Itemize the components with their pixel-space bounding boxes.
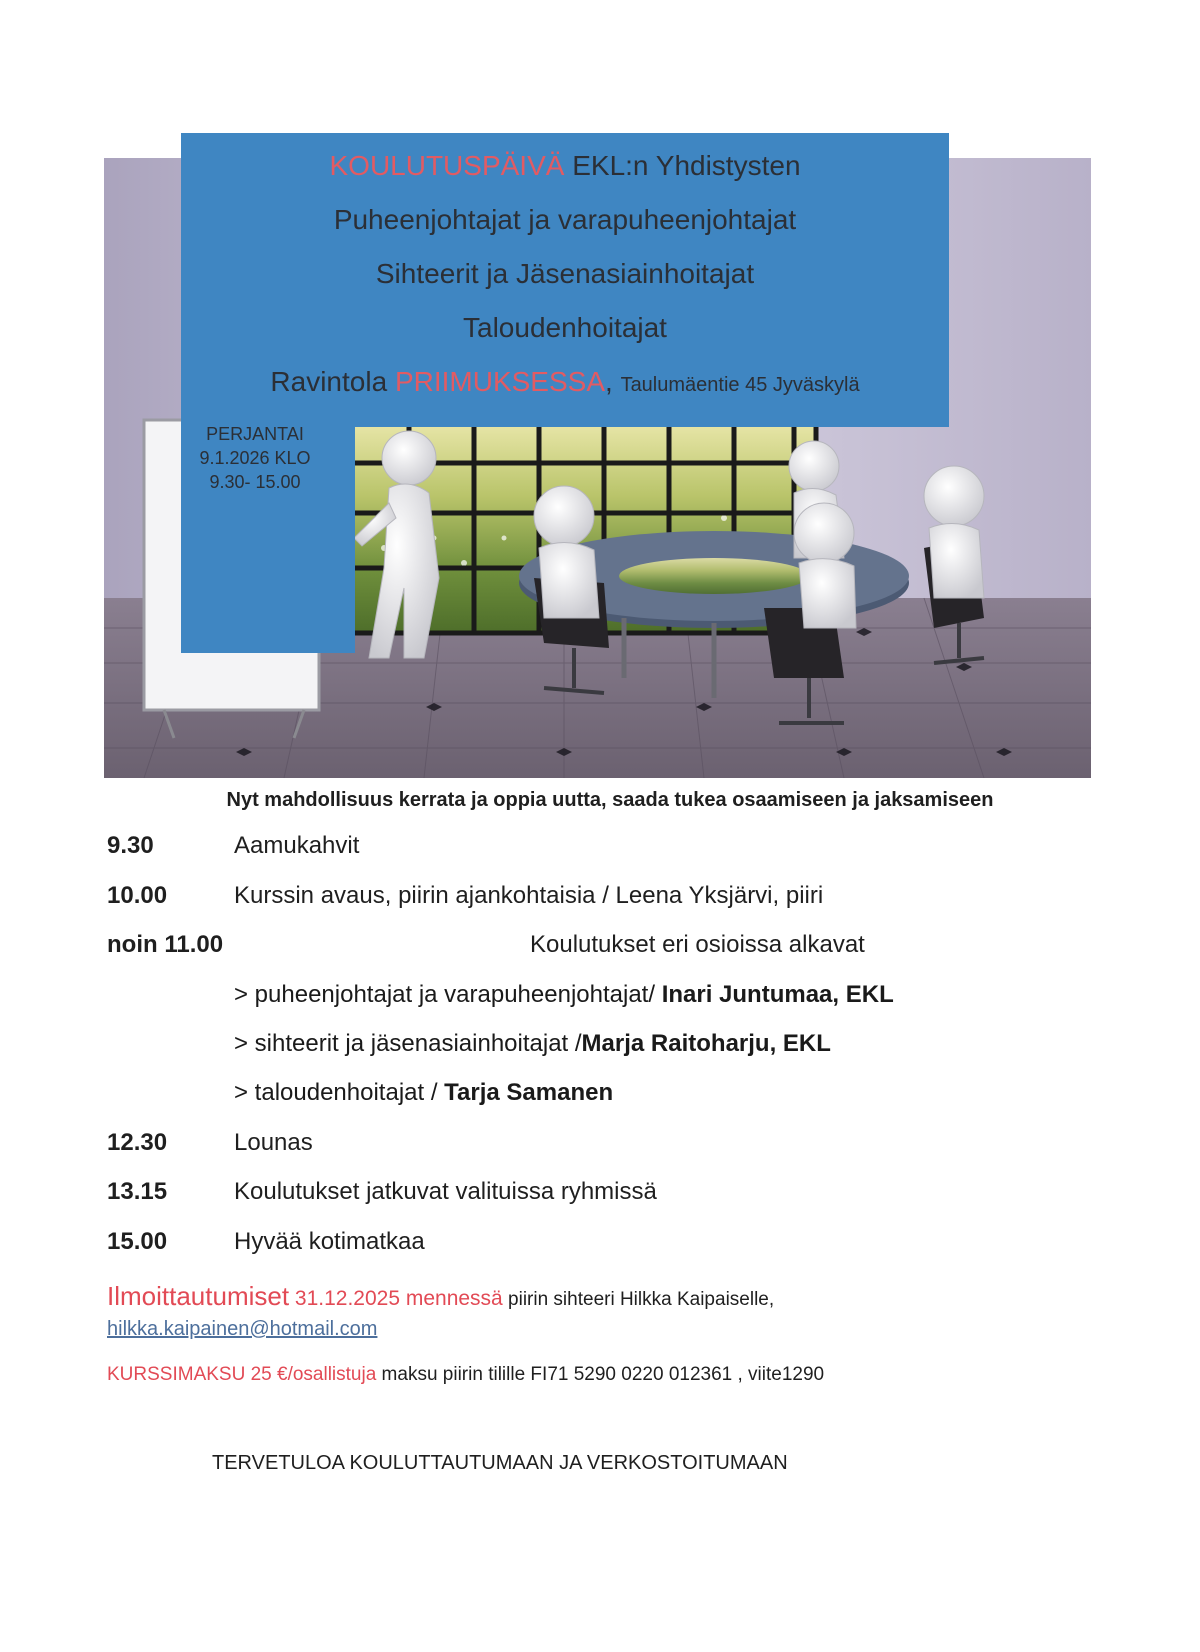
registration-label: Ilmoittautumiset <box>107 1281 290 1311</box>
schedule-time: 12.30 <box>107 1129 168 1156</box>
schedule-activity: Hyvää kotimatkaa <box>234 1228 425 1255</box>
organization-label: EKL:n Yhdistysten <box>564 150 801 181</box>
session-trainer: Inari Juntumaa, EKL <box>661 981 894 1008</box>
schedule-time: 10.00 <box>107 882 168 909</box>
schedule-time: 9.30 <box>107 832 154 859</box>
fee-line <box>107 1364 824 1386</box>
audience-chairs: Puheenjohtajat ja varapuheenjohtajat <box>333 204 797 235</box>
session-trainer: Marja Raitoharju, EKL <box>581 1030 831 1057</box>
registration-deadline: 31.12.2025 mennessä <box>289 1287 503 1310</box>
schedule-activity: Koulutukset jatkuvat valituissa ryhmissä <box>234 1178 657 1205</box>
audience-secretaries: Sihteerit ja Jäsenasiainhoitajat <box>375 258 755 289</box>
schedule-activity: Lounas <box>234 1129 313 1156</box>
fee-payment-info: maksu piirin tilille FI71 5290 0220 012361 , viite1290 <box>376 1364 825 1385</box>
venue-line <box>181 355 949 412</box>
session-group: > sihteerit ja jäsenasiainhoitajat / <box>234 1030 582 1057</box>
venue-name: PRIIMUKSESSA <box>394 366 605 397</box>
venue-comma: , <box>605 366 621 397</box>
session-chairs <box>234 981 894 1009</box>
session-treasurers <box>234 1079 613 1107</box>
event-date: 9.1.2026 KLO <box>199 448 311 468</box>
schedule-activity: Kurssin avaus, piirin ajankohtaisia / Leena Yksjärvi, piiri <box>234 882 824 909</box>
session-trainer: Tarja Samanen <box>444 1079 614 1106</box>
intro-text: Nyt mahdollisuus kerrata ja oppia uutta, saada tukea osaamiseen ja jaksamiseen <box>226 789 994 811</box>
session-secretaries <box>234 1030 831 1058</box>
venue-address: Taulumäentie 45 Jyväskylä <box>620 374 860 396</box>
title-line-1 <box>181 139 949 193</box>
fee-label: KURSSIMAKSU 25 €/osallistuja <box>107 1364 377 1385</box>
venue-prefix: Ravintola <box>270 366 395 397</box>
schedule-activity: Koulutukset eri osioissa alkavat <box>530 931 865 958</box>
event-type-label: KOULUTUSPÄIVÄ <box>329 150 565 181</box>
schedule-time: 13.15 <box>107 1178 168 1205</box>
schedule-activity: Aamukahvit <box>234 832 360 859</box>
registration-email-link[interactable]: hilkka.kaipainen@hotmail.com <box>107 1318 378 1340</box>
event-hours: 9.30- 15.00 <box>209 472 301 492</box>
schedule-time: noin 11.00 <box>107 931 224 958</box>
title-box <box>181 133 949 427</box>
session-group: > puheenjohtajat ja varapuheenjohtajat/ <box>234 981 662 1008</box>
date-block <box>190 422 320 494</box>
schedule-time: 15.00 <box>107 1228 168 1255</box>
registration-line <box>107 1281 774 1312</box>
session-group: > taloudenhoitajat / <box>234 1079 445 1106</box>
event-day: PERJANTAI <box>206 424 304 444</box>
welcome-text: TERVETULOA KOULUTTAUTUMAAN JA VERKOSTOITUMAAN <box>212 1452 788 1474</box>
audience-treasurers: Taloudenhoitajat <box>463 312 667 343</box>
registration-contact: piirin sihteeri Hilkka Kaipaiselle, <box>502 1289 775 1310</box>
